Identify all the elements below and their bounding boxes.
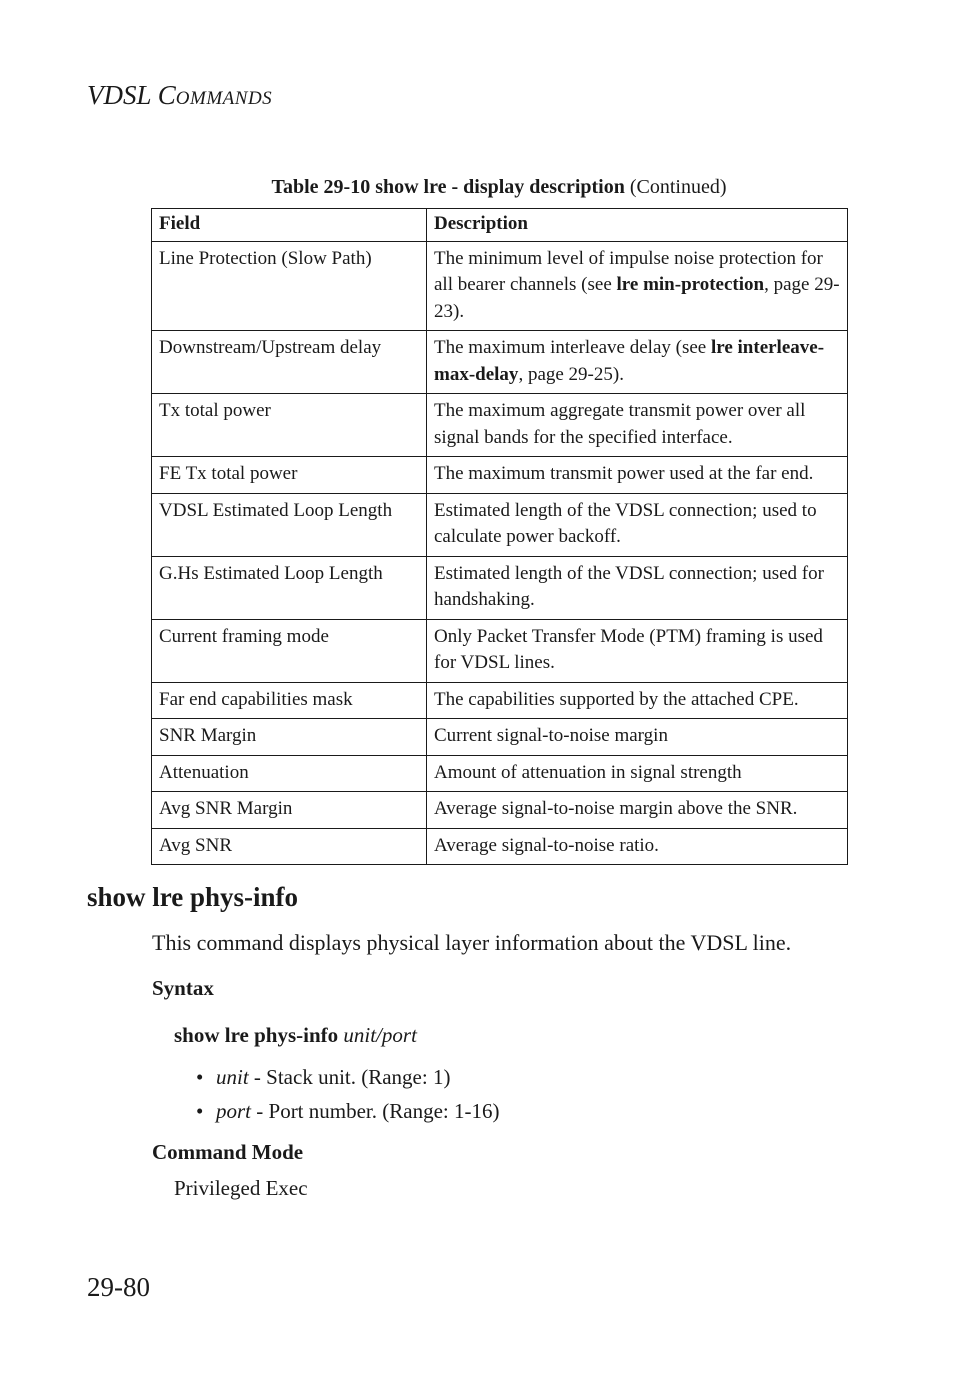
bullet-icon: • [196,1065,204,1089]
description-text: Amount of attenuation in signal strength [434,761,742,783]
page-number: 29-80 [87,1272,150,1302]
table-row [152,493,848,556]
table-row [152,682,848,719]
running-head-title: VDSL [87,80,158,110]
description-text: Estimated length of the VDSL connection; used to calculate power backoff. [434,499,817,547]
table-caption-suffix: (Continued) [624,176,727,198]
running-head [87,80,272,111]
field-cell: Far end capabilities mask [152,682,427,719]
field-cell: Avg SNR [152,828,427,865]
description-cell [427,755,848,792]
field-cell: G.Hs Estimated Loop Length [152,556,427,619]
description-cell [427,828,848,865]
description-text: , page 29-25). [518,363,624,385]
command-mode-heading: Command Mode [152,1140,304,1164]
syntax-heading: Syntax [152,976,214,1000]
description-cell [427,719,848,756]
list-item [196,1063,499,1097]
table-row [152,828,848,865]
description-text: The maximum transmit power used at the far end. [434,463,814,484]
command-mode-value: Privileged Exec [174,1176,308,1200]
table-row [152,241,848,331]
description-text: Current signal-to-noise margin [434,725,668,746]
syntax-command: show lre phys-info [174,1023,339,1047]
syntax-args: unit/port [343,1023,417,1047]
parameter-list [196,1063,499,1131]
section-title: show lre phys-info [87,882,299,912]
description-text: , page 29-23). [434,274,840,322]
list-item [196,1097,499,1131]
table-row [152,394,848,457]
field-cell: SNR Margin [152,719,427,756]
description-text: Average signal-to-noise margin above the SNR. [434,798,798,819]
description-cell [427,241,848,331]
command-reference: lre min-protection [616,274,765,295]
field-cell: Downstream/Upstream delay [152,331,427,394]
command-reference: lre interleave-max-delay [434,337,825,385]
table-row [152,619,848,682]
description-text: Only Packet Transfer Mode (PTM) framing is used for VDSL lines. [434,625,823,673]
table-row [152,331,848,394]
table-caption-label: Table 29-10 show lre - display description [271,176,625,198]
field-cell: Line Protection (Slow Path) [152,241,427,331]
description-cell [427,556,848,619]
field-cell: Avg SNR Margin [152,792,427,829]
description-text: The minimum level of impulse noise protection for all bearer channels (see [434,247,823,295]
param-name: unit [216,1065,249,1089]
table-row [152,719,848,756]
running-head-initial: C [157,80,176,110]
description-text: Average signal-to-noise ratio. [434,834,659,856]
field-cell: Current framing mode [152,619,427,682]
description-cell [427,682,848,719]
param-text: - Stack unit. (Range: 1) [248,1065,451,1089]
running-head-smallcaps: OMMANDS [175,88,273,109]
param-name: port [216,1099,252,1123]
table-header-row [152,209,848,242]
section-intro: This command displays physical layer information about the VDSL line. [152,930,792,955]
description-cell [427,457,848,494]
field-cell: FE Tx total power [152,457,427,494]
table-row [152,457,848,494]
description-text: The maximum aggregate transmit power over all signal bands for the specified interface. [434,400,806,448]
description-cell [427,493,848,556]
param-text: - Port number. (Range: 1-16) [251,1099,500,1123]
bullet-icon: • [196,1099,204,1123]
table-row [152,755,848,792]
table-caption [151,176,847,199]
table-body [152,241,848,865]
field-cell: Attenuation [152,755,427,792]
column-header-field: Field [152,209,427,242]
description-cell [427,394,848,457]
table-row [152,556,848,619]
description-cell [427,792,848,829]
description-cell [427,331,848,394]
description-text: Estimated length of the VDSL connection; used for handshaking. [434,562,824,610]
description-text: The maximum interleave delay (see [434,337,711,358]
field-cell: VDSL Estimated Loop Length [152,493,427,556]
column-header-description: Description [427,209,848,242]
table-row [152,792,848,829]
syntax-line [174,1023,417,1048]
description-cell [427,619,848,682]
field-cell: Tx total power [152,394,427,457]
description-table [151,208,848,865]
description-text: The capabilities supported by the attached CPE. [434,688,799,710]
